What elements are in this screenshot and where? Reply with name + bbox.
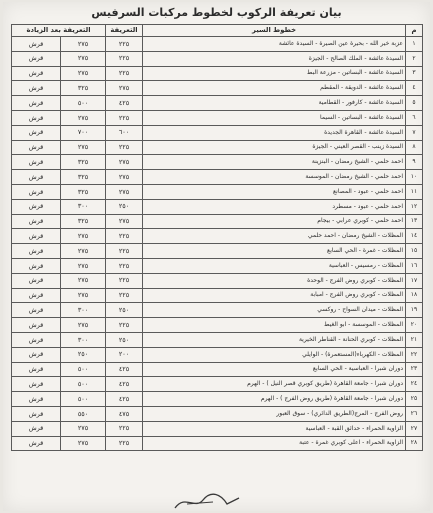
currency-cell: قرش bbox=[12, 288, 61, 303]
row-number: ٢٠ bbox=[406, 318, 423, 333]
header-num: م bbox=[406, 25, 423, 37]
row-number: ١٦ bbox=[406, 258, 423, 273]
route-cell: دوران شبرا - جامعة القاهرة (طريق كوبري قصر النيل ) - الهرم bbox=[143, 377, 406, 392]
fare-cell: ٢٠٠ bbox=[106, 347, 143, 362]
currency-cell: قرش bbox=[12, 170, 61, 185]
route-cell: السيدة عائشة - البساتين - مزرعة البط bbox=[143, 66, 406, 81]
table-row bbox=[12, 155, 423, 170]
table-row bbox=[12, 229, 423, 244]
route-cell: احمد حلمي - عبود - المصانع bbox=[143, 184, 406, 199]
fare-after-cell: ٢٧٥ bbox=[61, 51, 106, 66]
table-row bbox=[12, 421, 423, 436]
document-title: بيان تعريفة الركوب لخطوط مركبات السرفيس bbox=[91, 6, 342, 19]
fare-after-cell: ٣٠٠ bbox=[61, 303, 106, 318]
currency-cell: قرش bbox=[12, 303, 61, 318]
fare-cell: ٤٢٥ bbox=[106, 377, 143, 392]
route-cell: السيدة عائشة - القاهرة الجديدة bbox=[143, 125, 406, 140]
currency-cell: قرش bbox=[12, 318, 61, 333]
row-number: ٧ bbox=[406, 125, 423, 140]
row-number: ٢٤ bbox=[406, 377, 423, 392]
row-number: ٢٧ bbox=[406, 421, 423, 436]
fare-after-cell: ٢٧٥ bbox=[61, 288, 106, 303]
fare-after-cell: ٣٢٥ bbox=[61, 170, 106, 185]
row-number: ٢٢ bbox=[406, 347, 423, 362]
table-row bbox=[12, 125, 423, 140]
fare-cell: ٤٢٥ bbox=[106, 96, 143, 111]
fare-after-cell: ٢٥٠ bbox=[61, 347, 106, 362]
document-sheet bbox=[3, 2, 430, 511]
currency-cell: قرش bbox=[12, 406, 61, 421]
currency-cell: قرش bbox=[12, 244, 61, 259]
table-row bbox=[12, 392, 423, 407]
table-row bbox=[12, 318, 423, 333]
row-number: ١٣ bbox=[406, 214, 423, 229]
fare-cell: ٢٢٥ bbox=[106, 244, 143, 259]
currency-cell: قرش bbox=[12, 436, 61, 451]
row-number: ٢٣ bbox=[406, 362, 423, 377]
row-number: ٢٦ bbox=[406, 406, 423, 421]
row-number: ١٩ bbox=[406, 303, 423, 318]
route-cell: روض الفرج - المرج(الطريق الدائري) - سوق العبور bbox=[143, 406, 406, 421]
fare-cell: ٢٢٥ bbox=[106, 258, 143, 273]
fare-after-cell: ٧٠٠ bbox=[61, 125, 106, 140]
fare-after-cell: ٣٢٥ bbox=[61, 214, 106, 229]
currency-cell: قرش bbox=[12, 155, 61, 170]
row-number: ١٠ bbox=[406, 170, 423, 185]
table-header-row bbox=[12, 25, 423, 37]
fare-after-cell: ٢٧٥ bbox=[61, 436, 106, 451]
row-number: ٣ bbox=[406, 66, 423, 81]
fare-cell: ٢٧٥ bbox=[106, 155, 143, 170]
currency-cell: قرش bbox=[12, 273, 61, 288]
fare-after-cell: ٢٧٥ bbox=[61, 229, 106, 244]
route-cell: احمد حلمي - كوبري عرابي - بيجام bbox=[143, 214, 406, 229]
table-row bbox=[12, 199, 423, 214]
row-number: ١٥ bbox=[406, 244, 423, 259]
fare-cell: ٤٢٥ bbox=[106, 392, 143, 407]
fare-cell: ٢٢٥ bbox=[106, 318, 143, 333]
fare-cell: ٢٥٠ bbox=[106, 199, 143, 214]
header-fare-after: التعريفة بعد الزيادة bbox=[12, 25, 106, 37]
fare-after-cell: ٢٧٥ bbox=[61, 37, 106, 52]
table-row bbox=[12, 347, 423, 362]
fare-cell: ٢٢٥ bbox=[106, 273, 143, 288]
route-cell: المظلات - كوبري الحنانة - القناطر الخيرية bbox=[143, 332, 406, 347]
route-cell: دوران شبرا - العباسية - الحي السابع bbox=[143, 362, 406, 377]
row-number: ٤ bbox=[406, 81, 423, 96]
currency-cell: قرش bbox=[12, 199, 61, 214]
table-row bbox=[12, 96, 423, 111]
fare-after-cell: ٥٠٠ bbox=[61, 362, 106, 377]
fare-cell: ٢٢٥ bbox=[106, 66, 143, 81]
currency-cell: قرش bbox=[12, 184, 61, 199]
route-cell: الزاوية الحمراء - اعلى كوبري غمرة - عتبة bbox=[143, 436, 406, 451]
table-row bbox=[12, 37, 423, 52]
row-number: ١٤ bbox=[406, 229, 423, 244]
row-number: ٥ bbox=[406, 96, 423, 111]
fare-after-cell: ٢٧٥ bbox=[61, 140, 106, 155]
fare-after-cell: ٢٧٥ bbox=[61, 66, 106, 81]
currency-cell: قرش bbox=[12, 81, 61, 96]
route-cell: السيدة عائشة - البساتين - السيما bbox=[143, 110, 406, 125]
row-number: ٦ bbox=[406, 110, 423, 125]
route-cell: السيدة عائشة - الدويقة - المقطم bbox=[143, 81, 406, 96]
row-number: ٩ bbox=[406, 155, 423, 170]
fare-after-cell: ٣٠٠ bbox=[61, 199, 106, 214]
table-row bbox=[12, 436, 423, 451]
row-number: ٢١ bbox=[406, 332, 423, 347]
currency-cell: قرش bbox=[12, 421, 61, 436]
fare-cell: ٢٢٥ bbox=[106, 436, 143, 451]
fare-table bbox=[11, 24, 423, 451]
table-row bbox=[12, 258, 423, 273]
route-cell: المظلات - كوبري روض الفرج - الوحدة bbox=[143, 273, 406, 288]
route-cell: احمد حلمي - الشيخ رمضان - البنزينة bbox=[143, 155, 406, 170]
currency-cell: قرش bbox=[12, 377, 61, 392]
currency-cell: قرش bbox=[12, 66, 61, 81]
route-cell: المظلات - كوبري روض الفرج - امبابة bbox=[143, 288, 406, 303]
table-row bbox=[12, 140, 423, 155]
route-cell: المظلات - غمرة - الحي السابع bbox=[143, 244, 406, 259]
table-row bbox=[12, 288, 423, 303]
fare-cell: ٤٧٥ bbox=[106, 406, 143, 421]
currency-cell: قرش bbox=[12, 214, 61, 229]
currency-cell: قرش bbox=[12, 96, 61, 111]
fare-cell: ٢٢٥ bbox=[106, 110, 143, 125]
fare-after-cell: ٥٠٠ bbox=[61, 96, 106, 111]
route-cell: السيدة عائشة - الملك الصالح - الجيزة bbox=[143, 51, 406, 66]
route-cell: احمد حلمي - الشيخ رمضان - الموسسة bbox=[143, 170, 406, 185]
row-number: ٢٨ bbox=[406, 436, 423, 451]
table-row bbox=[12, 184, 423, 199]
route-cell: السيدة عائشة - كارفور - القطامية bbox=[143, 96, 406, 111]
table-row bbox=[12, 244, 423, 259]
table-row bbox=[12, 66, 423, 81]
row-number: ١٨ bbox=[406, 288, 423, 303]
header-fare: التعريفة bbox=[106, 25, 143, 37]
fare-cell: ٢٧٥ bbox=[106, 184, 143, 199]
fare-cell: ٢٧٥ bbox=[106, 170, 143, 185]
fare-cell: ٢٢٥ bbox=[106, 37, 143, 52]
fare-cell: ٢٧٥ bbox=[106, 214, 143, 229]
table-row bbox=[12, 214, 423, 229]
table-row bbox=[12, 273, 423, 288]
fare-after-cell: ٥٥٠ bbox=[61, 406, 106, 421]
currency-cell: قرش bbox=[12, 392, 61, 407]
route-cell: السيدة زينب - القصر العيني - الجيزة bbox=[143, 140, 406, 155]
currency-cell: قرش bbox=[12, 110, 61, 125]
fare-after-cell: ٣٢٥ bbox=[61, 81, 106, 96]
fare-after-cell: ٥٠٠ bbox=[61, 377, 106, 392]
row-number: ٨ bbox=[406, 140, 423, 155]
fare-cell: ٢٢٥ bbox=[106, 51, 143, 66]
route-cell: دوران شبرا - جامعة القاهرة (طريق روض الفرج ) - الهرم bbox=[143, 392, 406, 407]
currency-cell: قرش bbox=[12, 258, 61, 273]
currency-cell: قرش bbox=[12, 332, 61, 347]
route-cell: المظلات - الشيخ رمضان - احمد حلمي bbox=[143, 229, 406, 244]
fare-after-cell: ٣٢٥ bbox=[61, 184, 106, 199]
header-route: خطوط السير bbox=[143, 25, 406, 37]
table-row bbox=[12, 303, 423, 318]
route-cell: عزبة خير الله - بحيرة عين الصيرة - السيدة عائشة bbox=[143, 37, 406, 52]
fare-after-cell: ٢٧٥ bbox=[61, 258, 106, 273]
fare-after-cell: ٥٠٠ bbox=[61, 392, 106, 407]
currency-cell: قرش bbox=[12, 362, 61, 377]
route-cell: الزاوية الحمراء - حدائق القبة - العباسية bbox=[143, 421, 406, 436]
fare-cell: ٢٢٥ bbox=[106, 229, 143, 244]
route-cell: المظلات - الموسسة - ابو الغيط bbox=[143, 318, 406, 333]
fare-cell: ٢٥٠ bbox=[106, 303, 143, 318]
currency-cell: قرش bbox=[12, 347, 61, 362]
currency-cell: قرش bbox=[12, 51, 61, 66]
row-number: ١١ bbox=[406, 184, 423, 199]
currency-cell: قرش bbox=[12, 37, 61, 52]
fare-cell: ٢٢٥ bbox=[106, 140, 143, 155]
row-number: ١٢ bbox=[406, 199, 423, 214]
table-row bbox=[12, 51, 423, 66]
fare-after-cell: ٢٧٥ bbox=[61, 110, 106, 125]
fare-after-cell: ٣٢٥ bbox=[61, 155, 106, 170]
row-number: ٢ bbox=[406, 51, 423, 66]
currency-cell: قرش bbox=[12, 125, 61, 140]
row-number: ٢٥ bbox=[406, 392, 423, 407]
table-row bbox=[12, 377, 423, 392]
table-row bbox=[12, 110, 423, 125]
fare-after-cell: ٢٧٥ bbox=[61, 244, 106, 259]
fare-cell: ٢٥٠ bbox=[106, 332, 143, 347]
route-cell: المظلات - ميدان السواح - روكسي bbox=[143, 303, 406, 318]
table-row bbox=[12, 362, 423, 377]
currency-cell: قرش bbox=[12, 229, 61, 244]
route-cell: احمد حلمي - عبود - مسطرد bbox=[143, 199, 406, 214]
fare-after-cell: ٢٧٥ bbox=[61, 273, 106, 288]
fare-cell: ٢٢٥ bbox=[106, 288, 143, 303]
table-row bbox=[12, 170, 423, 185]
fare-cell: ٤٢٥ bbox=[106, 362, 143, 377]
table-row bbox=[12, 332, 423, 347]
fare-cell: ٢٧٥ bbox=[106, 81, 143, 96]
table-row bbox=[12, 406, 423, 421]
row-number: ١ bbox=[406, 37, 423, 52]
route-cell: المظلات - الكهرباء(المستعمرة) - الوايلي bbox=[143, 347, 406, 362]
signature bbox=[173, 490, 243, 512]
route-cell: المظلات - رمسيس - العباسية bbox=[143, 258, 406, 273]
fare-after-cell: ٣٠٠ bbox=[61, 332, 106, 347]
fare-cell: ٢٢٥ bbox=[106, 421, 143, 436]
fare-after-cell: ٢٧٥ bbox=[61, 421, 106, 436]
currency-cell: قرش bbox=[12, 140, 61, 155]
fare-after-cell: ٢٧٥ bbox=[61, 318, 106, 333]
row-number: ١٧ bbox=[406, 273, 423, 288]
fare-cell: ٦٠٠ bbox=[106, 125, 143, 140]
table-row bbox=[12, 81, 423, 96]
